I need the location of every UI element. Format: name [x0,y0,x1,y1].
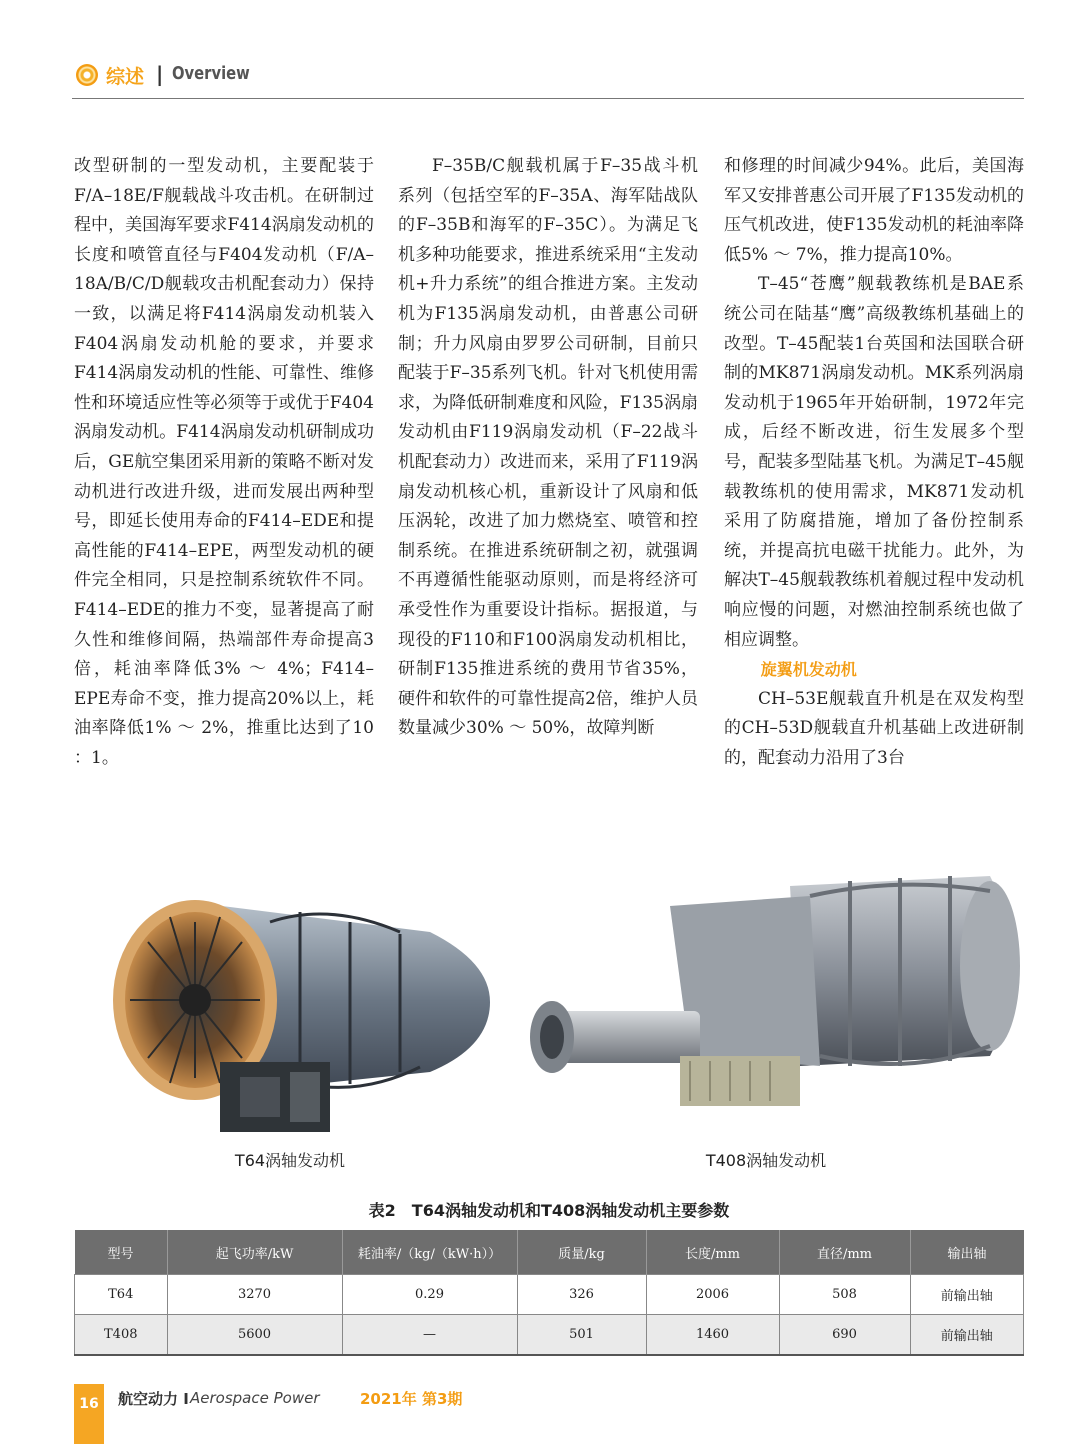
magazine-name-en: Aerospace Power [190,1389,320,1407]
table-cell: 326 [517,1275,646,1315]
table-header-cell: 直径/mm [779,1230,910,1275]
header-rule [72,98,1024,99]
engine-params-table [74,1230,1024,1356]
table-title: 表2 T64涡轴发动机和T408涡轴发动机主要参数 [368,1201,730,1220]
table-cell: 前输出轴 [910,1275,1024,1315]
section-title-en: Overview [172,63,250,84]
page-number: 16 [74,1384,104,1444]
text-column-2 [398,152,698,744]
page-header [72,56,1024,100]
table-cell: 前输出轴 [910,1315,1024,1356]
section-logo-icon [76,64,98,86]
table-header-cell: 输出轴 [910,1230,1024,1275]
table-cell: 690 [779,1315,910,1356]
figure-caption-t64: T64涡轴发动机 [234,1151,346,1170]
table-cell: — [342,1315,517,1356]
paragraph: 和修理的时间减少94%。此后，美国海军又安排普惠公司开展了F135发动机的压气机改进，使F135发动机的耗油率降低5% ～ 7%，推力提高10%。 [724,156,1024,265]
table-cell: T64 [75,1275,168,1315]
figure-caption-t408: T408涡轴发动机 [705,1151,827,1170]
table-cell: 2006 [646,1275,779,1315]
table-cell: 508 [779,1275,910,1315]
table-cell: 0.29 [342,1275,517,1315]
section-title-cn: 综述 [106,66,145,88]
issue-label: 2021年 第3期 [360,1390,463,1408]
table-header-row [75,1230,1024,1275]
table-row [75,1315,1024,1356]
table-row [75,1275,1024,1315]
magazine-name-cn: 航空动力 I [118,1390,189,1408]
table-header-cell: 起飞功率/kW [167,1230,342,1275]
table-cell: 1460 [646,1315,779,1356]
paragraph: 改型研制的一型发动机，主要配装于F/A–18E/F舰载战斗攻击机。在研制过程中，美国海军要求F414涡扇发动机的长度和喷管直径与F404发动机（F/A–18A/B/C/D舰载攻击机配套动力）保持一致，以满足将F414涡扇发动机装入F404涡扇发动机舱的要求，并要求F414涡扇发动机的性能、可靠性、维修性和环境适应性等必须等于或优于F404涡扇发动机。F414涡扇发动机研制成功后，GE航空集团采用新的策略不断对发动机进行改进升级，进而发展出两种型号，即延长使用寿命的F414–EDE和提高性能的F414–EPE，两型发动机的硬件完全相同，只是控制系统软件不同。F414–EDE的推力不变，显著提高了耐久性和维修间隔，热端部件寿命提高3倍，耗油率降低3% ～ 4%；F414–EPE寿命不变，推力提高20%以上，耗油率降低1% ～ 2%，推重比达到了10 ：1。 [74,156,374,768]
table-cell: 3270 [167,1275,342,1315]
page-footer [74,1384,774,1444]
text-column-3 [724,152,1024,773]
paragraph: CH–53E舰载直升机是在双发构型的CH–53D舰载直升机基础上改进研制的，配套动力沿用了3台 [724,688,1024,768]
table-cell: 501 [517,1315,646,1356]
table-header-cell: 耗油率/（kg/（kW·h）） [342,1230,517,1275]
header-separator: | [156,62,164,86]
paragraph: T–45“苍鹰”舰载教练机是BAE系统公司在陆基“鹰”高级教练机基础上的改型。T–45配装1台英国和法国联合研制的MK871涡扇发动机。MK系列涡扇发动机于1965年开始研制，1972年完成，后经不断改进，衍生发展多个型号，配装多型陆基飞机。为满足T–45舰载教练机的使用需求，MK871发动机采用了防腐措施，增加了备份控制系统，并提高抗电磁干扰能力。此外，为解决T–45舰载教练机着舰过程中发动机响应慢的问题，对燃油控制系统也做了相应调整。 [724,274,1024,650]
text-column-1 [74,152,374,773]
t64-engine-image [100,862,500,1142]
t408-engine-image [520,866,1025,1116]
table-header-cell: 质量/kg [517,1230,646,1275]
table-cell: T408 [75,1315,168,1356]
paragraph: F–35B/C舰载机属于F–35战斗机系列（包括空军的F–35A、海军陆战队的F–35B和海军的F–35C）。为满足飞机多种功能要求，推进系统采用“主发动机+升力系统”的组合推进方案。主发动机为F135涡扇发动机，由普惠公司研制；升力风扇由罗罗公司研制，目前只配装于F–35系列飞机。针对飞机使用需求，为降低研制难度和风险，F135涡扇发动机由F119涡扇发动机（F–22战斗机配套动力）改进而来，采用了F119涡扇发动机核心机，重新设计了风扇和低压涡轮，改进了加力燃烧室、喷管和控制系统。在推进系统研制之初，就强调不再遵循性能驱动原则，而是将经济可承受性作为重要设计指标。据报道，与现役的F110和F100涡扇发动机相比，研制F135推进系统的费用节省35%，硬件和软件的可靠性提高2倍，维护人员数量减少30% ～ 50%，故障判断 [398,156,698,739]
table-header-cell: 长度/mm [646,1230,779,1275]
table-header-cell: 型号 [75,1230,168,1275]
table-cell: 5600 [167,1315,342,1356]
section-heading: 旋翼机发动机 [760,660,857,680]
